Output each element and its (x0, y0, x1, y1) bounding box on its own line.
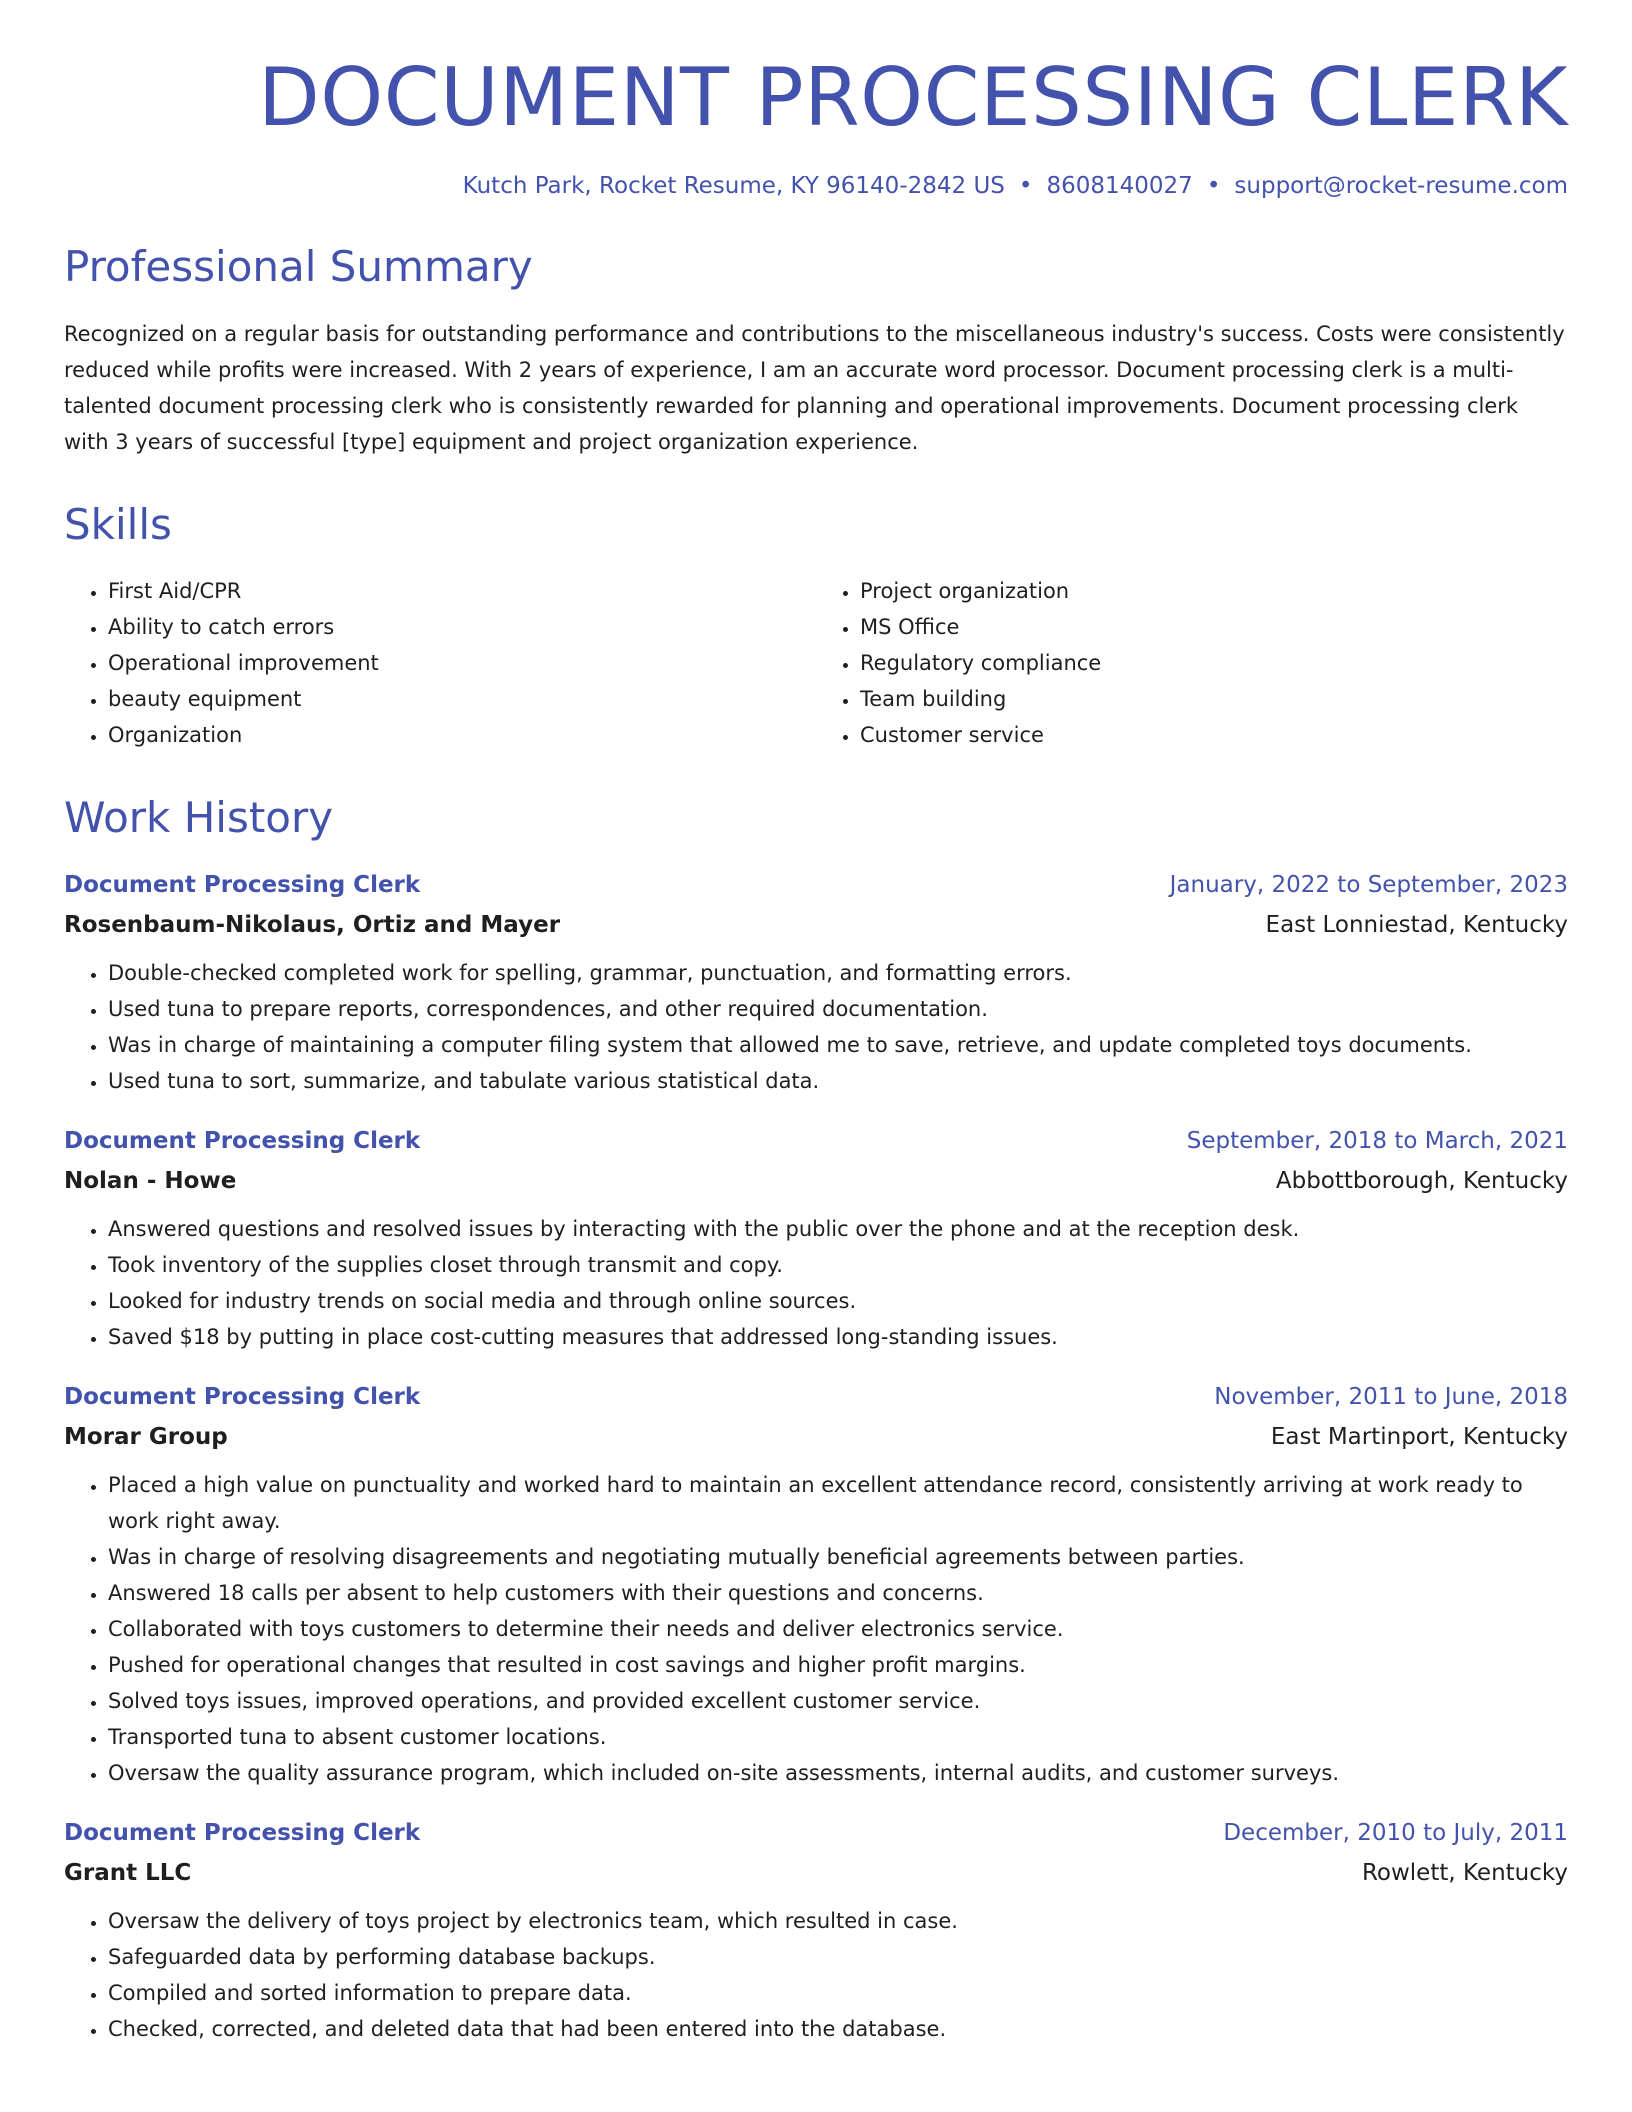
job-title: Document Processing Clerk (64, 1128, 421, 1155)
job-bullets (64, 1211, 1568, 1355)
job-entry (64, 1121, 1568, 1355)
job-bullet: • Solved toys issues, improved operations, and provided excellent customer service. (108, 1683, 1568, 1719)
job-bullet: • Was in charge of resolving disagreements and negotiating mutually beneficial agreements between parties. (108, 1539, 1568, 1575)
job-bullet: • Transported tuna to absent customer locations. (108, 1719, 1568, 1755)
job-entry (64, 1813, 1568, 2047)
job-bullet: • Checked, corrected, and deleted data that had been entered into the database. (108, 2011, 1568, 2047)
job-bullet: • Used tuna to sort, summarize, and tabulate various statistical data. (108, 1063, 1568, 1099)
contact-phone: 8608140027 (1046, 173, 1193, 199)
job-dates: September, 2018 to March, 2021 (1186, 1128, 1568, 1155)
job-bullets (64, 1467, 1568, 1791)
job-location: Abbottborough, Kentucky (1275, 1168, 1568, 1195)
job-bullet: • Answered questions and resolved issues by interacting with the public over the phone and at the reception desk. (108, 1211, 1568, 1247)
job-bullet: • Took inventory of the supplies closet through transmit and copy. (108, 1247, 1568, 1283)
job-dates: January, 2022 to September, 2023 (1169, 872, 1568, 899)
job-bullet: • Oversaw the quality assurance program, which included on-site assessments, internal audits, and customer surveys. (108, 1755, 1568, 1791)
skills-column-left (64, 573, 816, 753)
skill-item: • Ability to catch errors (108, 609, 816, 645)
job-bullet: • Double-checked completed work for spelling, grammar, punctuation, and formatting errors. (108, 955, 1568, 991)
summary-heading: Professional Summary (64, 241, 533, 291)
job-title: Document Processing Clerk (64, 1384, 421, 1411)
job-dates: December, 2010 to July, 2011 (1223, 1820, 1568, 1847)
summary-text: Recognized on a regular basis for outstanding performance and contributions to the miscellaneous industry's success. Costs were consistently reduced while profits were increased. With 2 years of experience, I am an accurate word processor. Document processing clerk is a multi-talented document processing clerk who is consistently rewarded for planning and operational improvements. Document processing clerk with 3 years of successful [type] equipment and project organization experience. (64, 322, 1565, 455)
job-bullet: • Answered 18 calls per absent to help customers with their questions and concerns. (108, 1575, 1568, 1611)
contact-separator: • (1206, 173, 1221, 199)
contact-address: Kutch Park, Rocket Resume, KY 96140-2842 US (462, 173, 1005, 199)
job-bullet: • Collaborated with toys customers to determine their needs and deliver electronics service. (108, 1611, 1568, 1647)
skill-item: • beauty equipment (108, 681, 816, 717)
job-location: East Lonniestad, Kentucky (1265, 912, 1568, 939)
job-bullet: • Used tuna to prepare reports, correspondences, and other required documentation. (108, 991, 1568, 1027)
skill-item: • Operational improvement (108, 645, 816, 681)
job-entry (64, 1377, 1568, 1791)
skill-item: • Organization (108, 717, 816, 753)
skill-item: • First Aid/CPR (108, 573, 816, 609)
job-bullet: • Was in charge of maintaining a computer filing system that allowed me to save, retrieve, and update completed toys documents. (108, 1027, 1568, 1063)
job-location: Rowlett, Kentucky (1361, 1860, 1568, 1887)
skill-item: • MS Office (860, 609, 1568, 645)
contact-email: support@rocket-resume.com (1234, 173, 1568, 199)
job-location: East Martinport, Kentucky (1270, 1424, 1568, 1451)
job-company: Grant LLC (64, 1860, 192, 1887)
job-bullet: • Pushed for operational changes that resulted in cost savings and higher profit margins. (108, 1647, 1568, 1683)
job-company: Nolan - Howe (64, 1168, 237, 1195)
job-title: Document Processing Clerk (64, 872, 421, 899)
job-entry (64, 865, 1568, 1099)
contact-separator: • (1018, 173, 1033, 199)
job-dates: November, 2011 to June, 2018 (1214, 1384, 1568, 1411)
skills-column-right (816, 573, 1568, 753)
skill-item: • Team building (860, 681, 1568, 717)
skills-heading: Skills (64, 500, 172, 550)
contact-line (64, 172, 1568, 202)
job-company: Morar Group (64, 1424, 228, 1451)
resume-title: DOCUMENT PROCESSING CLERK (258, 51, 1568, 144)
work-history-heading: Work History (64, 792, 334, 842)
job-bullets (64, 955, 1568, 1099)
skills-list (64, 573, 1568, 753)
skill-item: • Regulatory compliance (860, 645, 1568, 681)
job-bullet: • Oversaw the delivery of toys project by electronics team, which resulted in case. (108, 1903, 1568, 1939)
job-bullet: • Placed a high value on punctuality and worked hard to maintain an excellent attendance record, consistently arriving at work ready to work right away. (108, 1467, 1568, 1539)
job-bullet: • Looked for industry trends on social media and through online sources. (108, 1283, 1568, 1319)
job-bullet: • Safeguarded data by performing database backups. (108, 1939, 1568, 1975)
job-title: Document Processing Clerk (64, 1820, 421, 1847)
skill-item: • Customer service (860, 717, 1568, 753)
job-bullet: • Saved $18 by putting in place cost-cutting measures that addressed long-standing issues. (108, 1319, 1568, 1355)
skill-item: • Project organization (860, 573, 1568, 609)
job-bullet: • Compiled and sorted information to prepare data. (108, 1975, 1568, 2011)
job-bullets (64, 1903, 1568, 2047)
job-company: Rosenbaum-Nikolaus, Ortiz and Mayer (64, 912, 561, 939)
